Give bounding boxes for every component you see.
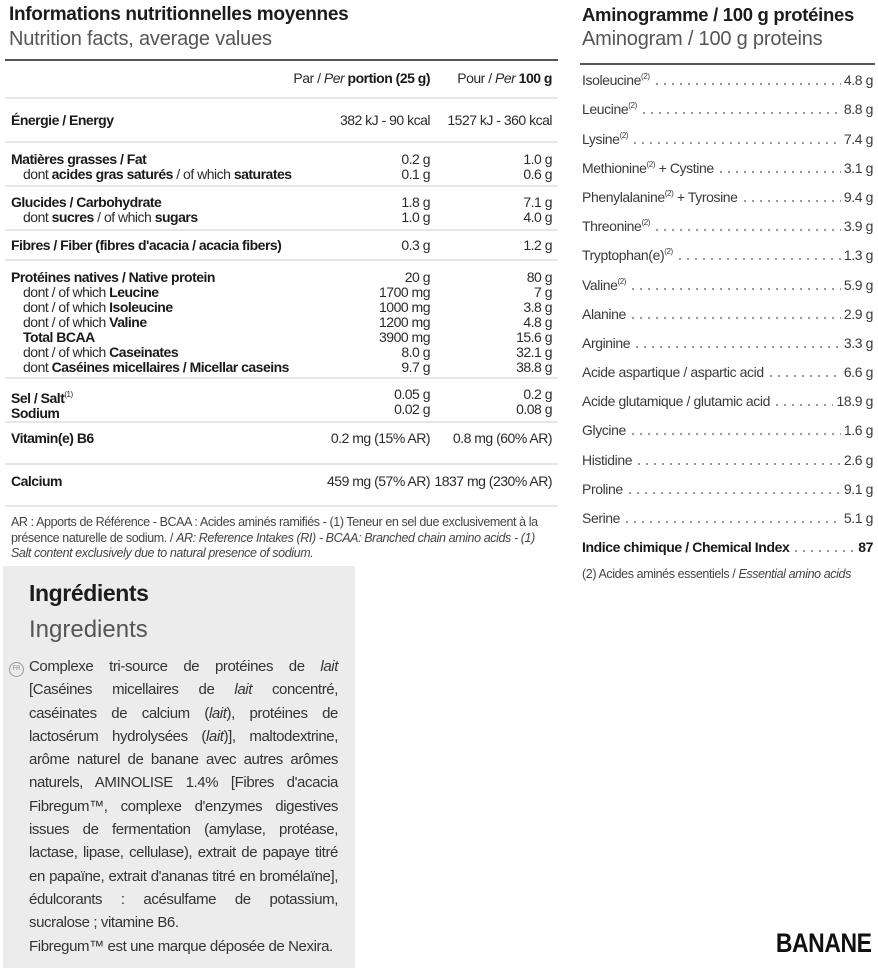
row-label <box>11 387 73 421</box>
text: dont / of which <box>23 284 110 300</box>
text: Caséines micellaires / Micellar caseins <box>51 359 289 375</box>
footnote-ref: (1) <box>64 390 73 399</box>
text: 1.8 g <box>401 194 430 210</box>
dot-leader <box>792 550 855 552</box>
aminogram <box>580 3 875 581</box>
aminogram-row <box>580 211 875 240</box>
dot-leader <box>741 200 841 202</box>
text: Valine <box>582 276 618 293</box>
text: AR : Apports de Référence - BCAA : Acides aminés ramifiés - (1) Teneur en sel due exclusivement à la présence naturelle de sodium. / <box>11 515 538 545</box>
text: 1700 mg <box>379 284 430 300</box>
text: 0.2 g <box>523 386 552 402</box>
text: Matières grasses / Fat <box>11 151 147 167</box>
sub-label <box>11 299 173 315</box>
aminogram-row <box>580 328 875 357</box>
aminogram-row <box>580 444 875 473</box>
text: Total BCAA <box>23 329 95 345</box>
row-label <box>582 364 764 380</box>
text: ), protéines de lactosérum hydrolysées ( <box>29 704 338 745</box>
row-value: 1.6 g <box>843 422 873 439</box>
row-value: 4.8 g <box>843 72 873 89</box>
row-label: Fibres / Fiber (fibres d'acacia / acacia fibers) <box>11 237 282 253</box>
row-value: 6.6 g <box>843 364 873 381</box>
aminogram-row <box>580 94 875 123</box>
value-portion: 0.3 g <box>401 237 430 253</box>
allergen: lait <box>208 704 227 722</box>
aminogram-title-fr: Aminogramme / 100 g protéines <box>582 4 854 25</box>
footnote-ref: (2) <box>617 276 627 286</box>
text: 7 g <box>534 284 552 300</box>
dot-leader <box>629 317 841 319</box>
text: dont <box>23 166 52 182</box>
dot-leader <box>653 83 841 85</box>
text: Pour / <box>457 70 495 86</box>
text: acides gras saturés <box>51 166 173 182</box>
row-label: Énergie / Energy <box>11 112 114 128</box>
value-100g <box>516 270 552 375</box>
aminogram-row <box>580 269 875 298</box>
sub-label <box>11 284 159 300</box>
text: 38.8 g <box>516 359 552 375</box>
dot-leader <box>653 229 841 231</box>
text: 3900 mg <box>379 329 430 345</box>
allergen: lait <box>320 658 338 675</box>
value-portion <box>401 195 430 225</box>
sub-label <box>11 344 178 360</box>
sub-label <box>11 314 147 330</box>
text: concentré, caséinates de calcium ( <box>29 681 338 722</box>
value-portion: 0.2 mg (15% AR) <box>330 430 430 446</box>
dot-leader <box>633 346 841 348</box>
ingredients-text <box>29 655 338 958</box>
text: / of which <box>93 209 155 225</box>
sub-label <box>11 209 198 225</box>
value-100g <box>523 152 552 182</box>
text: + Tyrosine <box>673 188 738 205</box>
row-label <box>11 195 198 225</box>
dot-leader <box>631 142 841 144</box>
aminogram-row <box>580 299 875 328</box>
aminogram-row <box>580 415 875 444</box>
value-100g: 1.2 g <box>523 237 552 253</box>
text: (2) Acides aminés essentiels / <box>582 567 739 582</box>
text: Protéines natives / Native protein <box>11 269 215 285</box>
text: Complexe tri-source de protéines de <box>29 658 321 675</box>
row-label <box>11 270 289 375</box>
row-label <box>582 101 637 117</box>
text: 1200 mg <box>379 314 430 330</box>
sub-label <box>11 166 292 182</box>
text: 0.6 g <box>523 166 552 182</box>
dot-leader <box>767 375 841 377</box>
aminogram-row <box>580 182 875 211</box>
row-label <box>582 335 630 351</box>
row-label <box>582 218 650 234</box>
text: 1.0 g <box>523 151 552 167</box>
text: Methionine <box>582 159 647 176</box>
row-label: Calcium <box>11 473 62 489</box>
trademark-note: Fibregum™ est une marque déposée de Nexira. <box>29 937 333 955</box>
text: Arginine <box>582 334 631 351</box>
row-label <box>582 131 628 147</box>
value-portion <box>394 387 430 417</box>
text: 8.0 g <box>401 344 430 360</box>
aminogram-footnote <box>582 567 875 581</box>
aminogram-list <box>580 65 875 532</box>
aminogram-row <box>580 153 875 182</box>
value-portion: 382 kJ - 90 kcal <box>339 112 430 128</box>
table-row-fat <box>5 143 558 187</box>
footnote-ref: (2) <box>628 101 637 111</box>
text: Per <box>495 70 516 86</box>
text: 15.6 g <box>516 329 552 345</box>
aminogram-row <box>580 474 875 503</box>
value-100g <box>516 387 552 417</box>
text: Caseinates <box>109 344 179 360</box>
text: 80 g <box>526 269 552 285</box>
aminogram-row <box>580 386 875 415</box>
row-label: Vitamin(e) B6 <box>11 430 94 446</box>
value-portion <box>379 270 430 375</box>
row-label: Indice chimique / Chemical Index <box>582 539 790 556</box>
dot-leader <box>623 521 841 523</box>
value-100g: 0.8 mg (60% AR) <box>452 430 552 446</box>
text: Acide glutamique / glutamic acid <box>582 393 770 410</box>
text: 100 g <box>515 70 552 86</box>
text: [Caséines micellaires de <box>29 681 235 699</box>
table-row-salt <box>5 379 558 423</box>
text: portion (25 g) <box>344 70 430 86</box>
text: Essential amino acids <box>738 567 851 582</box>
dot-leader <box>629 433 841 435</box>
footnote-ref: (2) <box>664 188 674 198</box>
value-100g: 1837 mg (230% AR) <box>434 473 552 489</box>
dot-leader <box>626 492 841 494</box>
chemical-index-row <box>580 532 875 561</box>
text: Glucides / Carbohydrate <box>11 194 162 210</box>
table-row-vitamin-b6 <box>5 423 558 465</box>
dot-leader <box>676 258 841 260</box>
dot-leader <box>640 112 841 114</box>
sub-label <box>11 359 289 375</box>
text: Alanine <box>582 305 626 322</box>
text: 4.0 g <box>523 209 552 225</box>
text: Par / <box>293 70 324 86</box>
value-portion <box>401 152 430 182</box>
aminogram-row <box>580 123 875 152</box>
text: Lysine <box>582 130 620 147</box>
text: 7.1 g <box>523 194 552 210</box>
row-label <box>582 481 623 497</box>
text: Per <box>323 70 345 86</box>
text: 20 g <box>404 269 430 285</box>
text: Glycine <box>582 422 626 439</box>
row-label <box>582 393 770 409</box>
row-label <box>582 160 714 176</box>
flavor-label: BANANE <box>776 928 872 958</box>
text: 4.8 g <box>523 314 552 330</box>
column-headers <box>5 61 558 99</box>
footnote-ref: (2) <box>664 247 673 257</box>
text: dont <box>23 209 52 225</box>
aminogram-row <box>580 65 875 94</box>
aminogram-row <box>580 240 875 269</box>
sub-label <box>11 329 95 345</box>
nutrition-title-fr: Informations nutritionnelles moyennes <box>9 4 349 25</box>
row-label <box>582 510 620 526</box>
text: Sodium <box>11 405 60 421</box>
text: 0.08 g <box>516 401 552 417</box>
value-100g <box>523 195 552 225</box>
aminogram-title-en: Aminogram / 100 g proteins <box>582 28 823 50</box>
table-row-calcium <box>5 465 558 507</box>
text: dont / of which <box>23 344 110 360</box>
dot-leader <box>629 288 841 290</box>
row-value: 8.8 g <box>843 101 873 118</box>
text: Proline <box>582 480 623 497</box>
row-value: 5.9 g <box>843 276 873 293</box>
allergen: lait <box>234 681 252 699</box>
ingredients-title-fr: Ingrédients <box>29 580 149 606</box>
row-value: 9.1 g <box>843 480 873 497</box>
nutrition-title-en: Nutrition facts, average values <box>9 28 272 50</box>
text: 1000 mg <box>379 299 430 315</box>
row-label <box>582 189 738 205</box>
text: Threonine <box>582 218 642 235</box>
row-value: 3.1 g <box>843 159 873 176</box>
text: sugars <box>154 209 198 225</box>
table-row-fiber <box>5 231 558 261</box>
allergen: lait <box>205 727 224 745</box>
text: Serine <box>582 510 621 526</box>
aminogram-row <box>580 503 875 532</box>
text: 1.0 g <box>401 209 430 225</box>
dot-leader <box>717 171 841 173</box>
text: Histidine <box>582 451 633 468</box>
row-value: 2.9 g <box>843 305 873 322</box>
row-label <box>582 422 626 438</box>
text: Acide aspartique / aspartic acid <box>582 364 764 381</box>
nutrition-facts <box>5 3 558 562</box>
text: / of which <box>172 166 234 182</box>
text: AR: Reference Intakes (RI) - BCAA: Branched chain amino acids - (1) Salt content exclusively due to natural presence of sodium. <box>11 530 535 560</box>
row-value: 18.9 g <box>836 393 873 410</box>
row-label <box>11 152 292 182</box>
text: Tryptophan(e) <box>582 247 665 264</box>
row-value: 3.3 g <box>843 334 873 351</box>
text: 3.8 g <box>523 299 552 315</box>
text: 0.1 g <box>401 166 430 182</box>
table-row-energy <box>5 99 558 143</box>
row-value: 5.1 g <box>843 510 873 526</box>
text: Isoleucine <box>582 72 642 89</box>
text: 9.7 g <box>401 359 430 375</box>
dot-leader <box>773 404 833 406</box>
row-value: 9.4 g <box>843 188 873 205</box>
text: dont / of which <box>23 314 110 330</box>
text: Leucine <box>109 284 159 300</box>
footnote-ref: (2) <box>641 218 651 228</box>
table-row-protein <box>5 261 558 379</box>
value-portion: 459 mg (57% AR) <box>327 473 430 489</box>
dot-leader <box>635 463 841 465</box>
text: dont <box>23 359 52 375</box>
row-value: 1.3 g <box>843 247 873 264</box>
nutrition-footnote <box>11 515 554 562</box>
value-100g: 1527 kJ - 360 kcal <box>447 112 552 128</box>
text: 0.2 g <box>401 151 430 167</box>
footnote-ref: (2) <box>646 159 656 169</box>
text: )], maltodextrine, arôme naturel de banane avec autres arômes naturels, AMINOLISE 1.4% [Fibres d'acacia Fibregum™, complexe d'enzymes digestives issues de fermentation (amylase, protéase, lactase, lipase, cellulase), extrait de papaye titré en papaïne, extrait d'ananas titré en bromélaïne], édulcorants : acésulfame de potassium, sucralose ; vitamine B6. <box>29 727 338 932</box>
row-label <box>582 247 673 263</box>
ingredients-title-en: Ingredients <box>29 616 148 643</box>
row-value: 3.9 g <box>843 218 873 235</box>
footnote-ref: (2) <box>619 130 629 140</box>
row-label <box>582 306 626 322</box>
table-row-carbohydrate <box>5 187 558 231</box>
column-header-portion <box>293 71 430 86</box>
text: 0.05 g <box>394 386 430 402</box>
language-badge-icon: FR <box>9 662 24 677</box>
row-value: 7.4 g <box>843 130 873 147</box>
ingredients-panel <box>3 566 355 968</box>
aminogram-row <box>580 357 875 386</box>
row-label <box>582 277 626 293</box>
column-header-100g <box>457 71 552 86</box>
footnote-ref: (2) <box>641 72 650 82</box>
text: Phenylalanine <box>582 188 665 205</box>
text: Isoleucine <box>109 299 173 315</box>
row-label <box>582 452 632 468</box>
text: saturates <box>233 166 292 182</box>
row-value: 2.6 g <box>843 451 873 468</box>
row-value: 87 <box>858 539 873 556</box>
text: Sel / Salt <box>11 390 65 406</box>
text: Valine <box>109 314 147 330</box>
text: Leucine <box>582 101 629 118</box>
text: sucres <box>51 209 94 225</box>
text: 32.1 g <box>516 344 552 360</box>
row-label <box>582 72 650 88</box>
text: + Cystine <box>655 159 714 176</box>
text: dont / of which <box>23 299 110 315</box>
text: 0.02 g <box>394 401 430 417</box>
